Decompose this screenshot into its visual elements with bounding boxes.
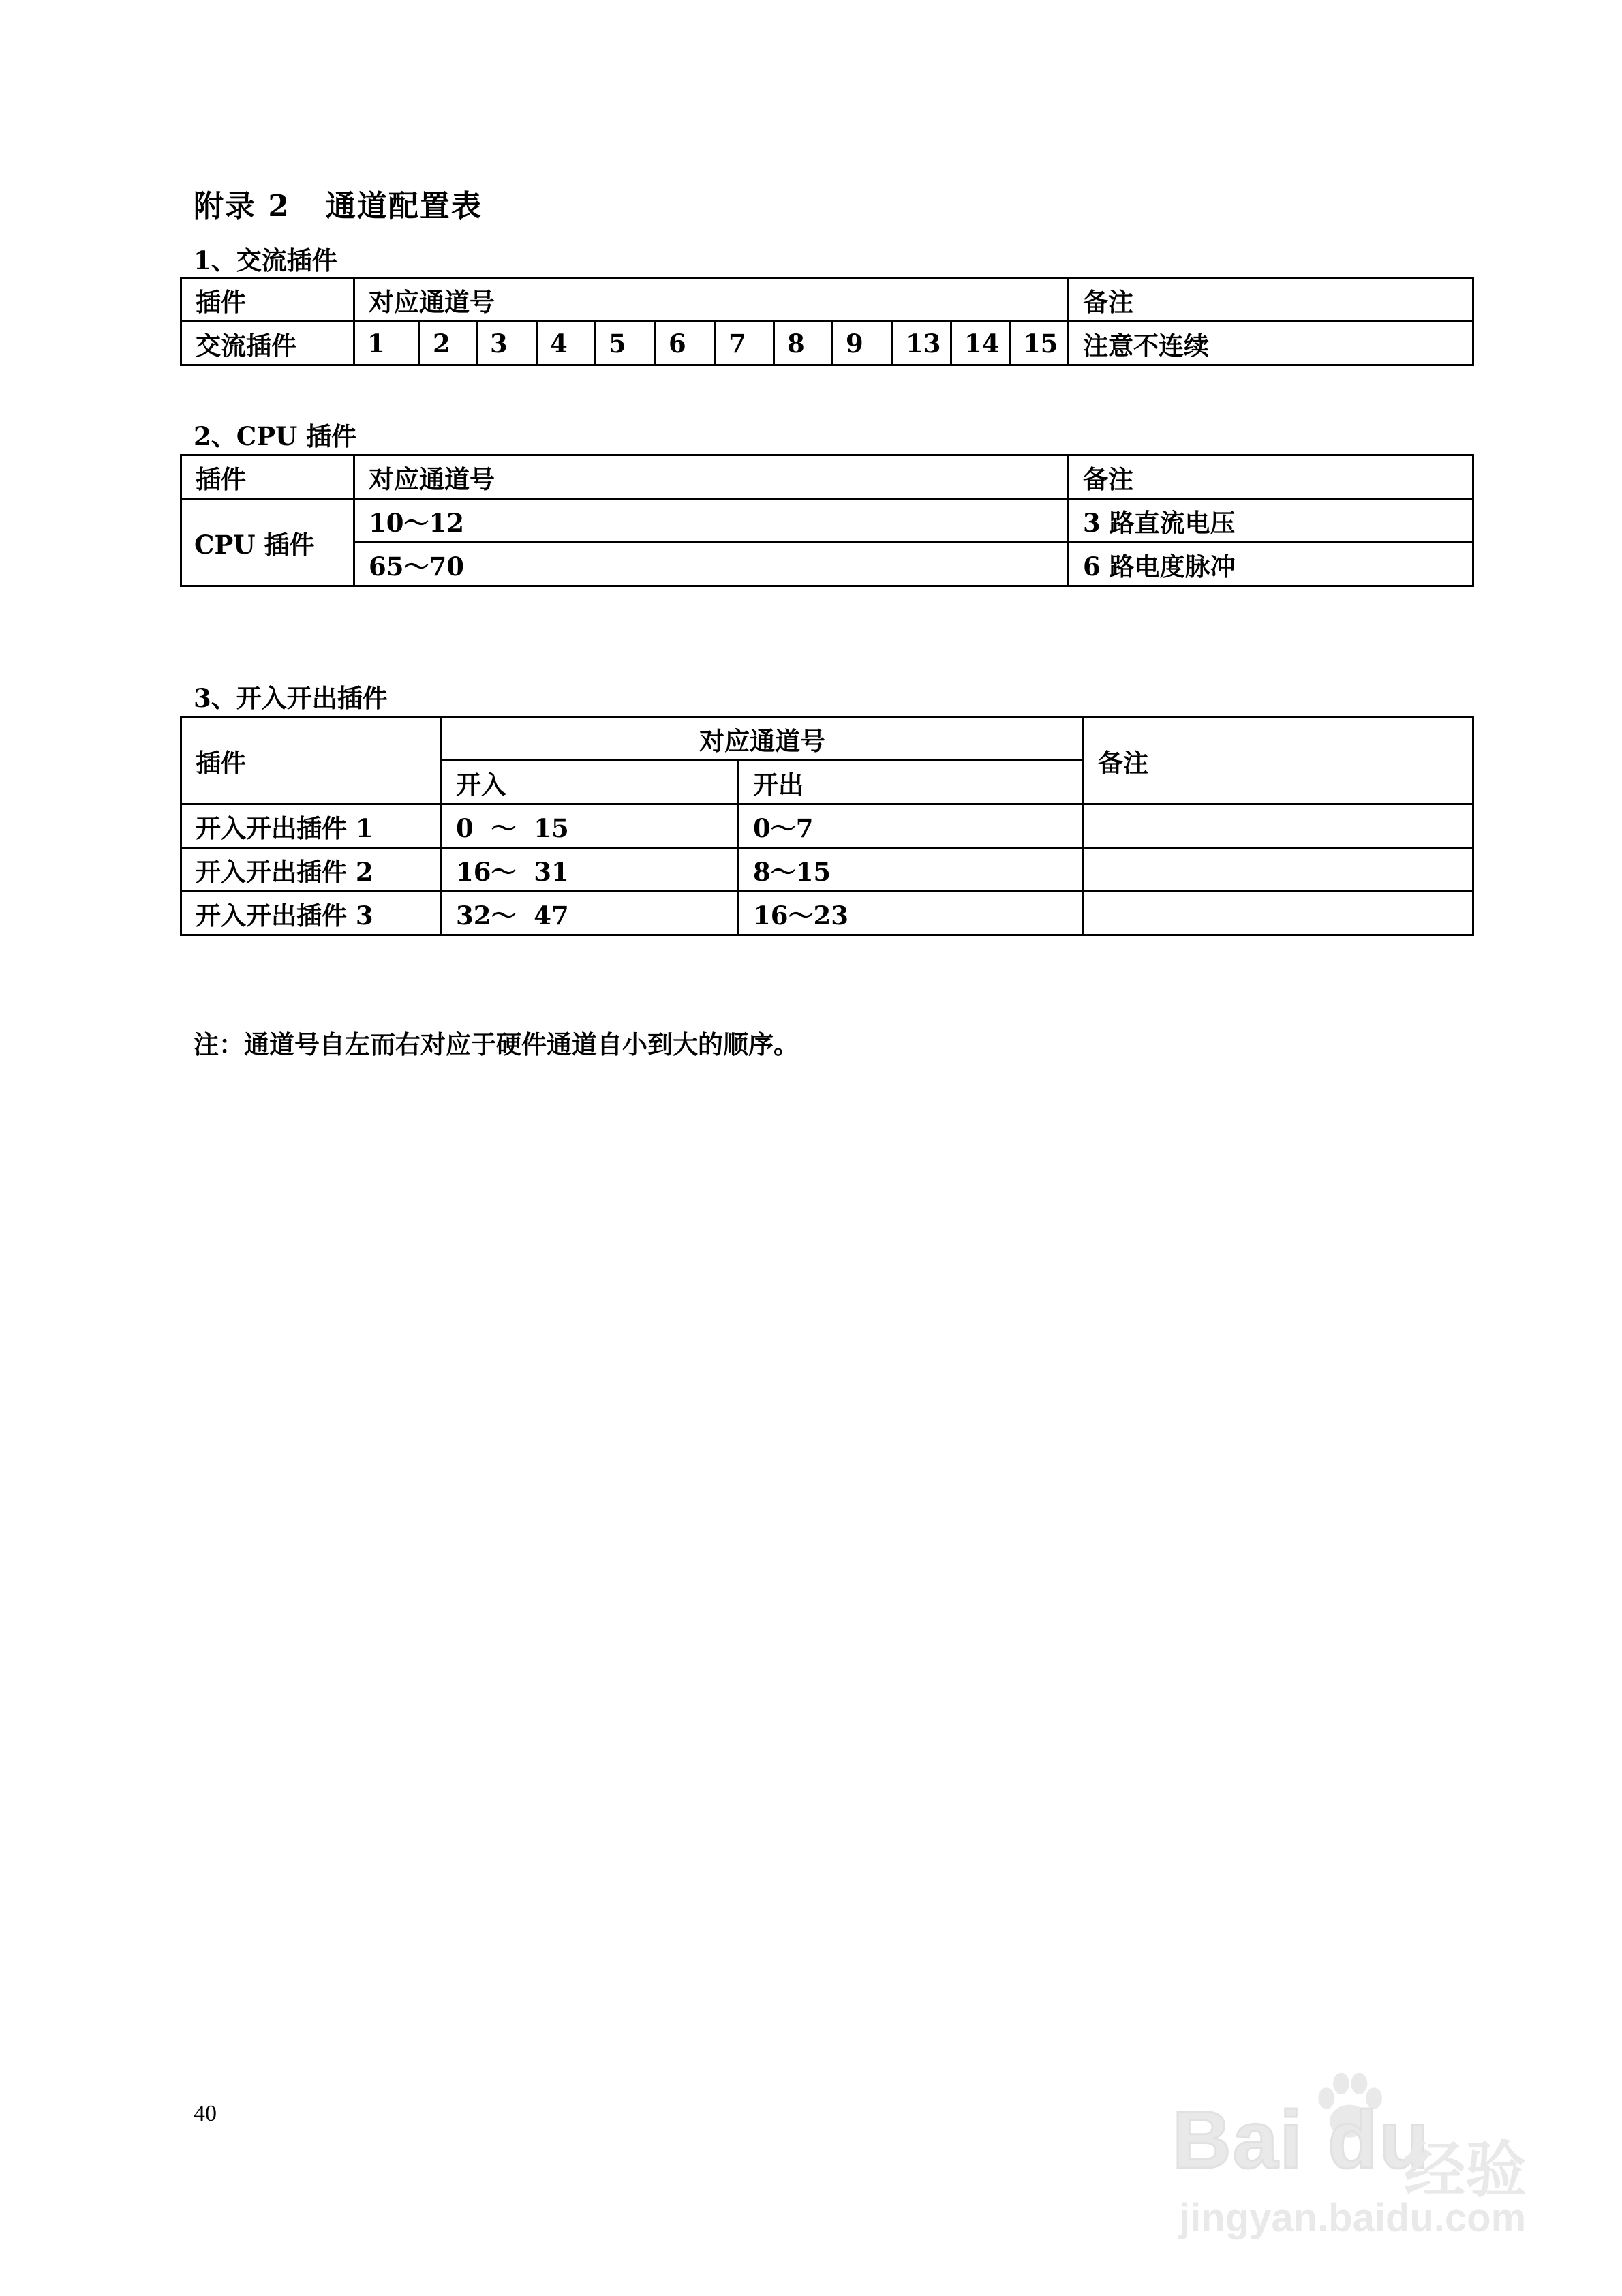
channel-cell: 8	[774, 322, 833, 365]
channel-cell: 15	[1010, 322, 1069, 365]
header-remark: 备注	[1069, 455, 1473, 499]
remark-cell: 3 路直流电压	[1069, 499, 1473, 543]
channel-cell: 1	[354, 322, 420, 365]
baidu-jingyan-watermark	[1172, 2072, 1527, 2250]
header-channel: 对应通道号	[354, 278, 1069, 322]
watermark-url: jingyan.baidu.com	[1179, 2196, 1527, 2240]
header-plugin: 插件	[181, 278, 354, 322]
remark-cell: 6 路电度脉冲	[1069, 543, 1473, 586]
channel-cell: 4	[537, 322, 596, 365]
header-channel: 对应通道号	[354, 455, 1069, 499]
channel-cell: 3	[477, 322, 537, 365]
in-range: 0 ～ 15	[442, 804, 739, 848]
channel-range: 65～70	[354, 543, 1069, 586]
watermark-logo: Bai du	[1172, 2094, 1430, 2186]
page-title: 附录 2 通道配置表	[194, 189, 483, 224]
out-range: 8～15	[739, 848, 1084, 892]
io-plugin-table	[180, 716, 1474, 936]
plugin-name: 交流插件	[181, 322, 354, 365]
cpu-plugin-table	[180, 454, 1474, 587]
out-range: 16～23	[739, 892, 1084, 935]
page-number: 40	[194, 2101, 217, 2126]
out-range: 0～7	[739, 804, 1084, 848]
header-out: 开出	[739, 761, 1084, 804]
channel-cell: 2	[420, 322, 477, 365]
section-2-heading: 2、CPU 插件	[194, 421, 357, 451]
header-channel: 对应通道号	[442, 717, 1084, 761]
channel-range: 10～12	[354, 499, 1069, 543]
plugin-name: 开入开出插件 2	[181, 848, 442, 892]
in-range: 16～ 31	[442, 848, 739, 892]
channel-cell: 14	[951, 322, 1010, 365]
plugin-name: 开入开出插件 1	[181, 804, 442, 848]
channel-cell: 9	[833, 322, 893, 365]
channel-cell: 6	[656, 322, 716, 365]
watermark-cn: 经验	[1404, 2134, 1527, 2206]
header-plugin: 插件	[181, 717, 442, 804]
ac-plugin-table	[180, 277, 1474, 366]
plugin-name: 开入开出插件 3	[181, 892, 442, 935]
in-range: 32～ 47	[442, 892, 739, 935]
channel-cell: 13	[893, 322, 951, 365]
remark-cell	[1084, 804, 1473, 848]
header-plugin: 插件	[181, 455, 354, 499]
remark-cell: 注意不连续	[1069, 322, 1473, 365]
section-3-heading: 3、开入开出插件	[194, 683, 388, 713]
header-remark: 备注	[1069, 278, 1473, 322]
section-1-heading: 1、交流插件	[194, 245, 337, 275]
footnote: 注：通道号自左而右对应于硬件通道自小到大的顺序。	[194, 1029, 799, 1059]
header-remark: 备注	[1084, 717, 1473, 804]
remark-cell	[1084, 848, 1473, 892]
channel-cell: 5	[596, 322, 656, 365]
remark-cell	[1084, 892, 1473, 935]
plugin-name: CPU 插件	[181, 499, 354, 586]
header-in: 开入	[442, 761, 739, 804]
channel-cell: 7	[716, 322, 774, 365]
